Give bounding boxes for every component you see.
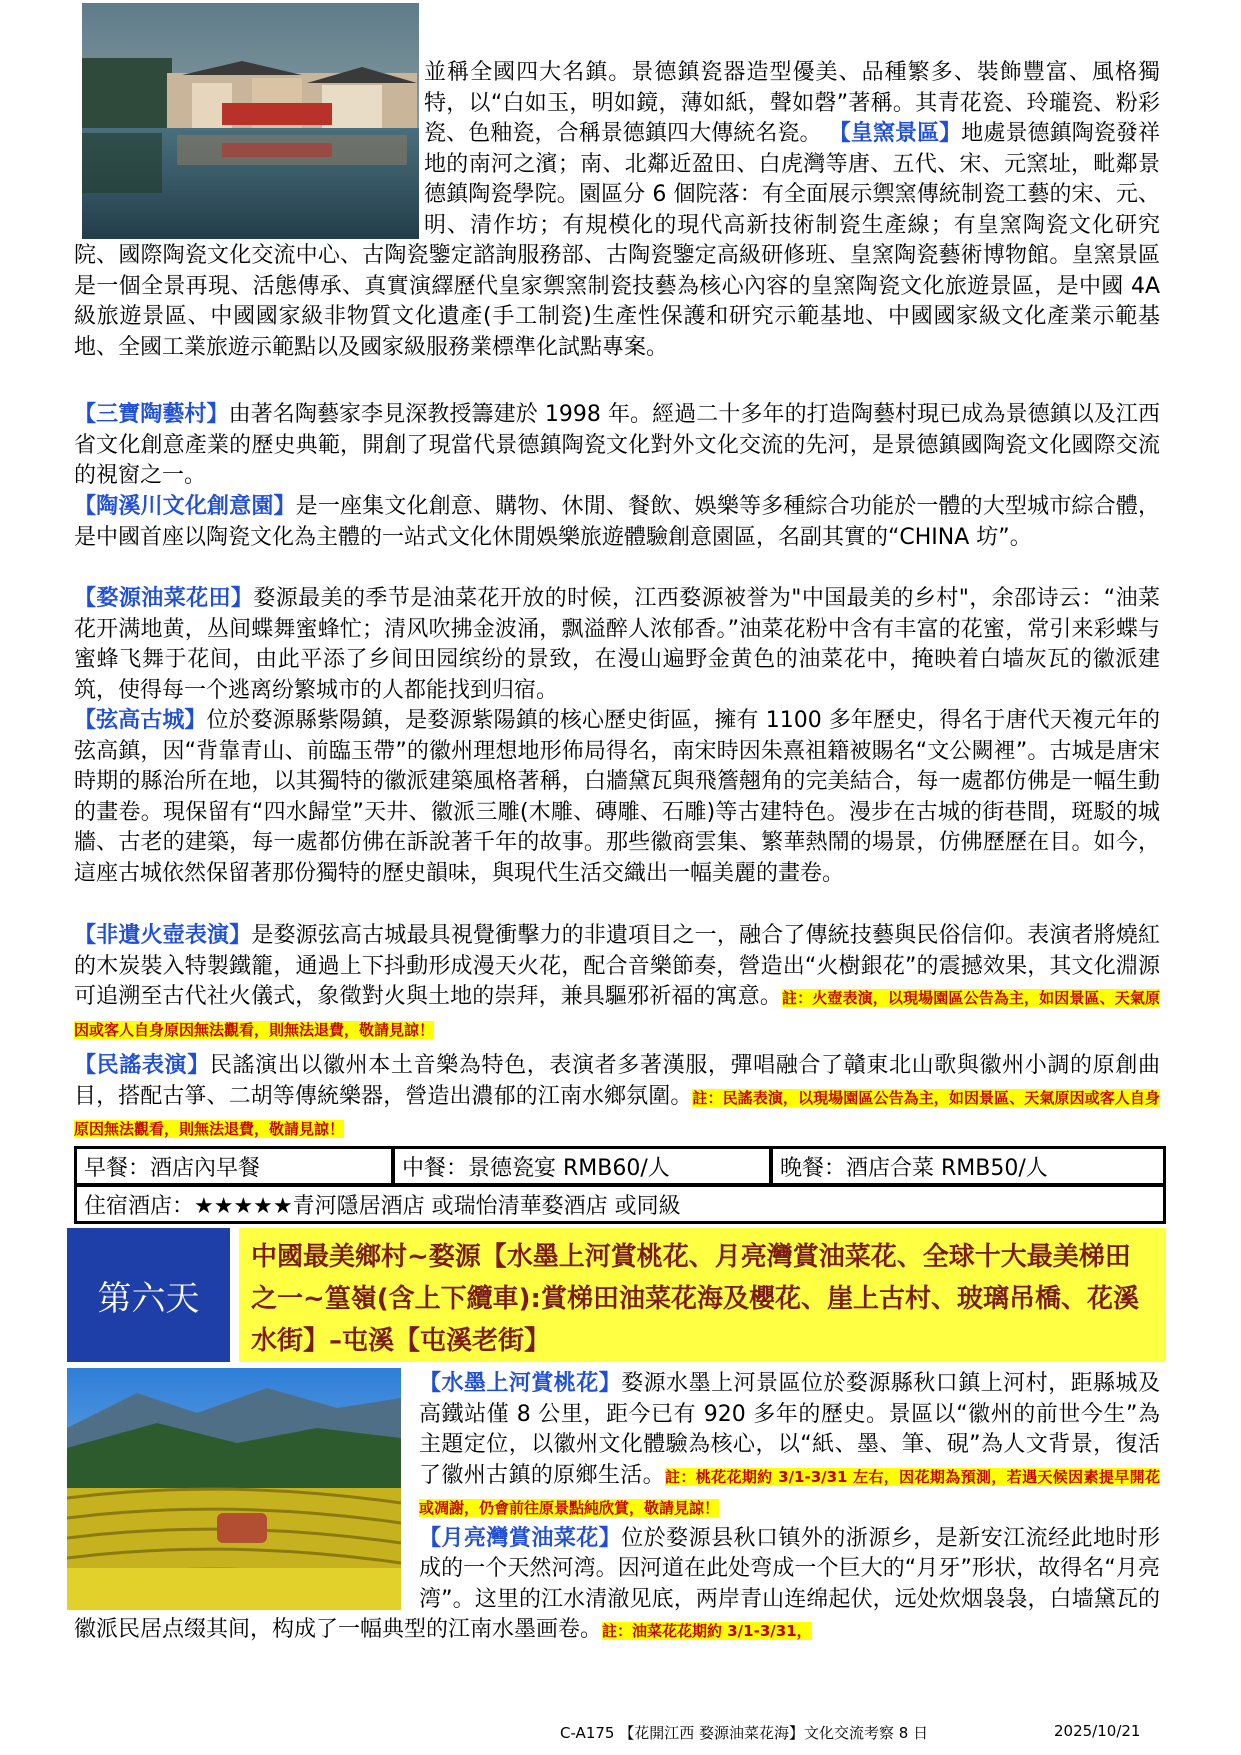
taoxi-title: 【陶溪川文化創意園】 [74,494,296,519]
peach-text: 婺源水墨上河景區位於婺源縣秋口鎮上河村，距縣城及高鐵站僅 8 公里，距今已有 920 多年的歷史。景區以“徽州的前世今生”為主題定位，以徽州文化體驗為核心，以“紙、墨、筆、硯”為人文背景，復活了徽州古鎮的原鄉生活。 [419,1371,1160,1488]
footer-code: C-A175 【花開江西 婺源油菜花海】文化交流考察 8 日 [560,1724,929,1742]
day-title: 中國最美鄉村~婺源【水墨上河賞桃花、月亮灣賞油菜花、全球十大最美梯田之一~篁嶺(含上下纜車):賞梯田油菜花海及櫻花、崖上古村、玻璃吊橋、花溪水街】–屯溪【屯溪老街】 [239,1228,1166,1362]
breakfast-cell: 早餐：酒店內早餐 [75,1147,393,1185]
sanbao-text: 由著名陶藝家李見深教授籌建於 1998 年。經過二十多年的打造陶藝村現已成為景德鎮以及江西省文化創意產業的歷史典範，開創了現當代景德鎮陶瓷文化對外文化交流的先河，是景德鎮國陶瓷文化國際交流的視窗之一。 [74,402,1160,488]
xiangao-paragraph [74,706,1160,889]
folk-text: 民謠演出以徽州本土音樂為特色，表演者多著漢服，彈唱融合了贛東北山歌與徽州小調的原創曲目，搭配古箏、二胡等傳統樂器，營造出濃郁的江南水鄉氛圍。 [74,1053,1160,1109]
peach-title: 【水墨上河賞桃花】 [419,1371,622,1396]
folk-paragraph [74,1051,1160,1145]
dinner-cell: 晚餐：酒店合菜 RMB50/人 [771,1147,1165,1185]
taoxi-paragraph [74,492,1160,553]
firepot-paragraph [74,921,1160,1045]
photo-spacer [74,1369,419,1613]
firepot-note: 註：火壺表演，以現場園區公告為主，如因景區、天氣原因或客人自身原因無法觀看，則無法退費，敬請見諒！ [74,989,1160,1039]
xiangao-text: 位於婺源縣紫陽鎮，是婺源紫陽鎮的核心歷史街區，擁有 1100 多年歷史，得名于唐代天複元年的弦高鎮，因“背靠青山、前臨玉帶”的徽州理想地形佈局得名，南宋時因朱熹祖籍被賜名“文公闕裡”。古城是唐宋時期的縣治所在地，以其獨特的徽派建築風格著稱，白牆黛瓦與飛簷翹角的完美結合，每一處都仿佛是一幅生動的畫卷。現保留有“四水歸堂”天井、徽派三雕(木雕、磚雕、石雕)等古建特色。漫步在古城的街巷間，斑駁的城牆、古老的建築，每一處都仿佛在訴說著千年的故事。那些徽商雲集、繁華熱鬧的場景，仿佛歷歷在目。如今，這座古城依然保留著那份獨特的歷史韻味，與現代生活交織出一幅美麗的畫卷。 [74,708,1160,886]
meals-table [74,1146,1166,1224]
folk-title: 【民謠表演】 [74,1053,210,1078]
rapeseed-paragraph [74,584,1160,706]
firepot-title: 【非遺火壺表演】 [74,923,252,948]
lunch-cell: 中餐：景德瓷宴 RMB60/人 [393,1147,771,1185]
photo-spacer [74,58,424,241]
imperial-kiln-title: 【皇窯景區】 [828,121,962,146]
xiangao-title: 【弦高古城】 [74,708,207,733]
day-six-attractions [74,1369,1160,1647]
moonbay-note: 註：油菜花花期約 3/1-3/31， [602,1622,812,1640]
moonbay-title: 【月亮灣賞油菜花】 [419,1525,622,1551]
footer-date: 2025/10/21 [1054,1722,1141,1740]
intro-text: 並稱全國四大名鎮。景德鎮瓷器造型優美、品種繁多、裝飾豐富、風格獨特，以“白如玉，明如鏡，薄如紙，聲如磬”著稱。其青花瓷、玲瓏瓷、粉彩瓷、色釉瓷，合稱景德鎮四大傳統名瓷。 [424,60,1160,146]
moonbay-text: 位於婺源县秋口镇外的浙源乡，是新安江流经此地时形成的一个天然河湾。因河道在此处弯成一个巨大的“月牙”形状，故得名“月亮湾”。这里的江水清澈见底，两岸青山连绵起伏，远处炊烟袅袅，白墙黛瓦的徽派民居点缀其间，构成了一幅典型的江南水墨画卷。 [74,1525,1160,1642]
sanbao-paragraph [74,400,1160,492]
hotel-cell: 住宿酒店：★★★★★青河隱居酒店 或瑞怡清華婺酒店 或同級 [75,1185,1165,1223]
peach-note: 註：桃花花期約 3/1-3/31 左右，因花期為預測，若遇天候因素提早開花或凋謝，仍會前往原景點純欣賞，敬請見諒！ [419,1467,1160,1517]
rapeseed-title: 【婺源油菜花田】 [74,586,254,611]
intro-paragraph [74,58,1160,363]
imperial-kiln-text: 地處景德鎮陶瓷發祥地的南河之濱；南、北鄰近盈田、白虎灣等唐、五代、宋、元窯址，毗鄰景德鎮陶瓷學院。園區分 6 個院落：有全面展示禦窯傳統制瓷工藝的宋、元、明、清作坊；有規模化的現代高新技術制瓷生產線；有皇窯陶瓷文化研究院、國際陶瓷文化交流中心、古陶瓷鑒定諮詢服務部、古陶瓷鑒定高級研修班、皇窯陶瓷藝術博物館。皇窯景區是一個全景再現、活態傳承、真實演繹歷代皇家禦窯制瓷技藝為核心內容的皇窯陶瓷文化旅遊景區，是中國 4A 級旅遊景區、中國國家級非物質文化遺產(手工制瓷)生產性保護和研究示範基地、中國國家級文化產業示範基地、全國工業旅遊示範點以及國家級服務業標準化試點專案。 [74,121,1160,360]
taoxi-text: 是一座集文化創意、購物、休閒、餐飲、娛樂等多種綜合功能於一體的大型城市綜合體，是中國首座以陶瓷文化為主體的一站式文化休閒娛樂旅遊體驗創意園區，名副其實的“CHINA 坊”。 [74,494,1160,550]
rapeseed-text: 婺源最美的季节是油菜花开放的时候，江西婺源被誉为"中国最美的乡村"，余邵诗云：“油菜花开满地黄，丛间蝶舞蜜蜂忙；清风吹拂金波涌，飘溢醉人浓郁香。”油菜花粉中含有丰富的花蜜，常引来彩蝶与蜜蜂飞舞于花间，由此平添了乡间田园缤纷的景致，在漫山遍野金黄色的油菜花中，掩映着白墙灰瓦的徽派建筑，使得每一个逃离纷繁城市的人都能找到归宿。 [74,586,1160,703]
folk-note: 註：民謠表演，以現場園區公告為主，如因景區、天氣原因或客人自身原因無法觀看，則無法退費，敬請見諒！ [74,1088,1160,1138]
sanbao-title: 【三寶陶藝村】 [74,402,229,427]
day-six-banner [67,1228,1166,1362]
firepot-text: 是婺源弦高古城最具視覺衝擊力的非遺項目之一，融合了傳統技藝與民俗信仰。表演者將燒紅的木炭裝入特製鐵籠，通過上下抖動形成漫天火花，配合音樂節奏，營造出“火樹銀花”的震撼效果，其文化淵源可追溯至古代社火儀式，象徵對火與土地的崇拜，兼具驅邪祈福的寓意。 [74,923,1160,1009]
day-badge: 第六天 [67,1228,230,1362]
